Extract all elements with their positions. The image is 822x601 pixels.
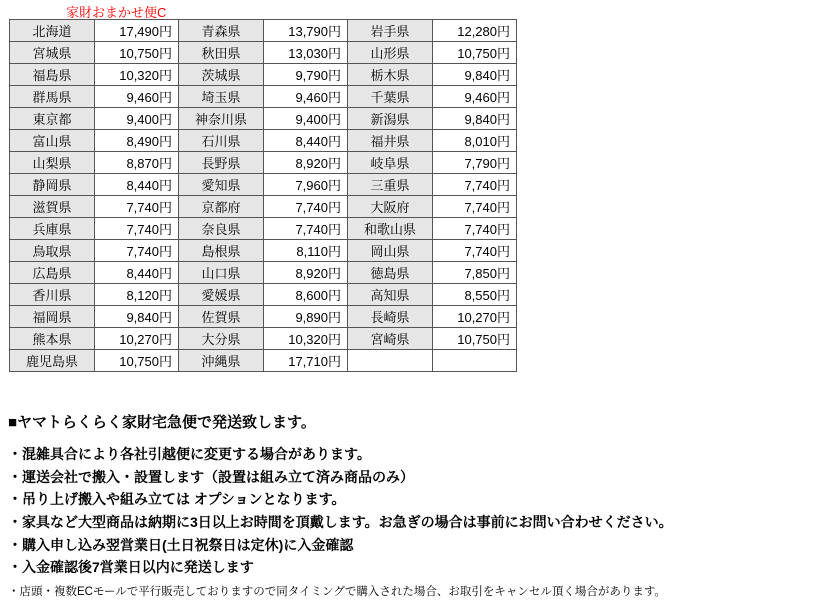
prefecture-cell: 滋賀県 (10, 196, 95, 218)
price-cell: 7,740円 (433, 218, 517, 240)
table-body (10, 20, 517, 372)
price-cell: 9,460円 (433, 86, 517, 108)
price-cell: 10,320円 (95, 64, 179, 86)
price-cell: 7,960円 (264, 174, 348, 196)
price-cell: 13,790円 (264, 20, 348, 42)
prefecture-cell: 和歌山県 (348, 218, 433, 240)
table-row (10, 174, 517, 196)
price-cell: 8,550円 (433, 284, 517, 306)
price-cell: 7,740円 (264, 196, 348, 218)
price-cell: 9,400円 (95, 108, 179, 130)
prefecture-cell: 静岡県 (10, 174, 95, 196)
price-cell: 7,850円 (433, 262, 517, 284)
price-cell: 8,920円 (264, 262, 348, 284)
prefecture-cell: 広島県 (10, 262, 95, 284)
price-cell: 7,740円 (433, 196, 517, 218)
price-cell: 7,740円 (95, 218, 179, 240)
price-cell: 9,400円 (264, 108, 348, 130)
prefecture-cell: 奈良県 (179, 218, 264, 240)
prefecture-cell: 石川県 (179, 130, 264, 152)
price-cell: 10,750円 (433, 42, 517, 64)
prefecture-cell: 福島県 (10, 64, 95, 86)
prefecture-cell: 徳島県 (348, 262, 433, 284)
notes-disclaimer: ・店頭・複数ECモールで平行販売しておりますので同タイミングで購入された場合、お取引をキャンセル頂く場合があります。 (8, 586, 666, 599)
price-cell: 9,840円 (433, 108, 517, 130)
price-cell: 8,110円 (264, 240, 348, 262)
price-cell: 9,460円 (95, 86, 179, 108)
table-row (10, 284, 517, 306)
price-cell: 8,440円 (264, 130, 348, 152)
prefecture-cell: 栃木県 (348, 64, 433, 86)
price-cell: 10,750円 (433, 328, 517, 350)
prefecture-cell: 長野県 (179, 152, 264, 174)
prefecture-cell: 神奈川県 (179, 108, 264, 130)
prefecture-cell: 宮城県 (10, 42, 95, 64)
note-line: ・家具など大型商品は納期に3日以上お時間を頂戴します。お急ぎの場合は事前にお問い合わせください。 (8, 514, 673, 531)
price-cell: 7,790円 (433, 152, 517, 174)
price-cell: 17,710円 (264, 350, 348, 372)
price-cell: 8,440円 (95, 174, 179, 196)
note-line: ・入金確認後7営業日以内に発送します (8, 559, 254, 576)
table-row (10, 152, 517, 174)
page-title: 家財おまかせ便C (66, 5, 167, 20)
prefecture-cell: 香川県 (10, 284, 95, 306)
table-row (10, 20, 517, 42)
prefecture-cell: 高知県 (348, 284, 433, 306)
price-cell: 10,320円 (264, 328, 348, 350)
prefecture-cell: 兵庫県 (10, 218, 95, 240)
table-row (10, 64, 517, 86)
prefecture-cell: 島根県 (179, 240, 264, 262)
price-cell: 7,740円 (433, 240, 517, 262)
prefecture-cell: 岡山県 (348, 240, 433, 262)
price-cell: 10,750円 (95, 350, 179, 372)
price-cell: 8,600円 (264, 284, 348, 306)
price-cell: 17,490円 (95, 20, 179, 42)
price-cell: 13,030円 (264, 42, 348, 64)
prefecture-cell: 大分県 (179, 328, 264, 350)
prefecture-cell: 京都府 (179, 196, 264, 218)
empty-cell (433, 350, 517, 372)
prefecture-cell: 富山県 (10, 130, 95, 152)
notes-heading: ■ヤマトらくらく家財宅急便で発送致します。 (8, 414, 316, 431)
prefecture-cell: 茨城県 (179, 64, 264, 86)
prefecture-cell: 秋田県 (179, 42, 264, 64)
price-cell: 9,840円 (95, 306, 179, 328)
price-cell: 8,920円 (264, 152, 348, 174)
table-row (10, 262, 517, 284)
table-row (10, 108, 517, 130)
prefecture-cell: 岩手県 (348, 20, 433, 42)
table-row (10, 42, 517, 64)
prefecture-cell: 千葉県 (348, 86, 433, 108)
prefecture-cell: 新潟県 (348, 108, 433, 130)
price-cell: 7,740円 (95, 196, 179, 218)
note-line: ・吊り上げ搬入や組み立ては オプションとなります。 (8, 491, 346, 508)
price-cell: 8,120円 (95, 284, 179, 306)
table-row (10, 130, 517, 152)
empty-cell (348, 350, 433, 372)
table-row (10, 350, 517, 372)
notes-list (8, 443, 808, 579)
prefecture-cell: 三重県 (348, 174, 433, 196)
price-cell: 8,010円 (433, 130, 517, 152)
price-cell: 9,840円 (433, 64, 517, 86)
price-cell: 7,740円 (95, 240, 179, 262)
price-cell: 9,890円 (264, 306, 348, 328)
prefecture-cell: 宮崎県 (348, 328, 433, 350)
prefecture-cell: 長崎県 (348, 306, 433, 328)
prefecture-cell: 鳥取県 (10, 240, 95, 262)
prefecture-cell: 鹿児島県 (10, 350, 95, 372)
table-row (10, 240, 517, 262)
prefecture-cell: 熊本県 (10, 328, 95, 350)
prefecture-cell: 群馬県 (10, 86, 95, 108)
price-cell: 10,750円 (95, 42, 179, 64)
shipping-rate-table (9, 19, 517, 372)
price-cell: 9,790円 (264, 64, 348, 86)
price-cell: 7,740円 (264, 218, 348, 240)
price-cell: 9,460円 (264, 86, 348, 108)
prefecture-cell: 山梨県 (10, 152, 95, 174)
prefecture-cell: 青森県 (179, 20, 264, 42)
price-cell: 7,740円 (433, 174, 517, 196)
note-line: ・運送会社で搬入・設置します（設置は組み立て済み商品のみ） (8, 468, 414, 485)
prefecture-cell: 愛知県 (179, 174, 264, 196)
table-row (10, 196, 517, 218)
prefecture-cell: 沖縄県 (179, 350, 264, 372)
price-cell: 10,270円 (95, 328, 179, 350)
prefecture-cell: 山口県 (179, 262, 264, 284)
notes-section (8, 412, 808, 601)
prefecture-cell: 佐賀県 (179, 306, 264, 328)
note-line: ・混雑具合により各社引越便に変更する場合があります。 (8, 446, 371, 462)
table-row (10, 328, 517, 350)
price-cell: 8,870円 (95, 152, 179, 174)
prefecture-cell: 埼玉県 (179, 86, 264, 108)
price-cell: 12,280円 (433, 20, 517, 42)
price-cell: 8,490円 (95, 130, 179, 152)
table-row (10, 306, 517, 328)
prefecture-cell: 北海道 (10, 20, 95, 42)
prefecture-cell: 福井県 (348, 130, 433, 152)
note-line: ・購入申し込み翌営業日(土日祝祭日は定休)に入金確認 (8, 536, 354, 553)
prefecture-cell: 岐阜県 (348, 152, 433, 174)
price-cell: 10,270円 (433, 306, 517, 328)
table-row (10, 86, 517, 108)
prefecture-cell: 山形県 (348, 42, 433, 64)
table-row (10, 218, 517, 240)
price-cell: 8,440円 (95, 262, 179, 284)
prefecture-cell: 福岡県 (10, 306, 95, 328)
prefecture-cell: 東京都 (10, 108, 95, 130)
prefecture-cell: 大阪府 (348, 196, 433, 218)
prefecture-cell: 愛媛県 (179, 284, 264, 306)
